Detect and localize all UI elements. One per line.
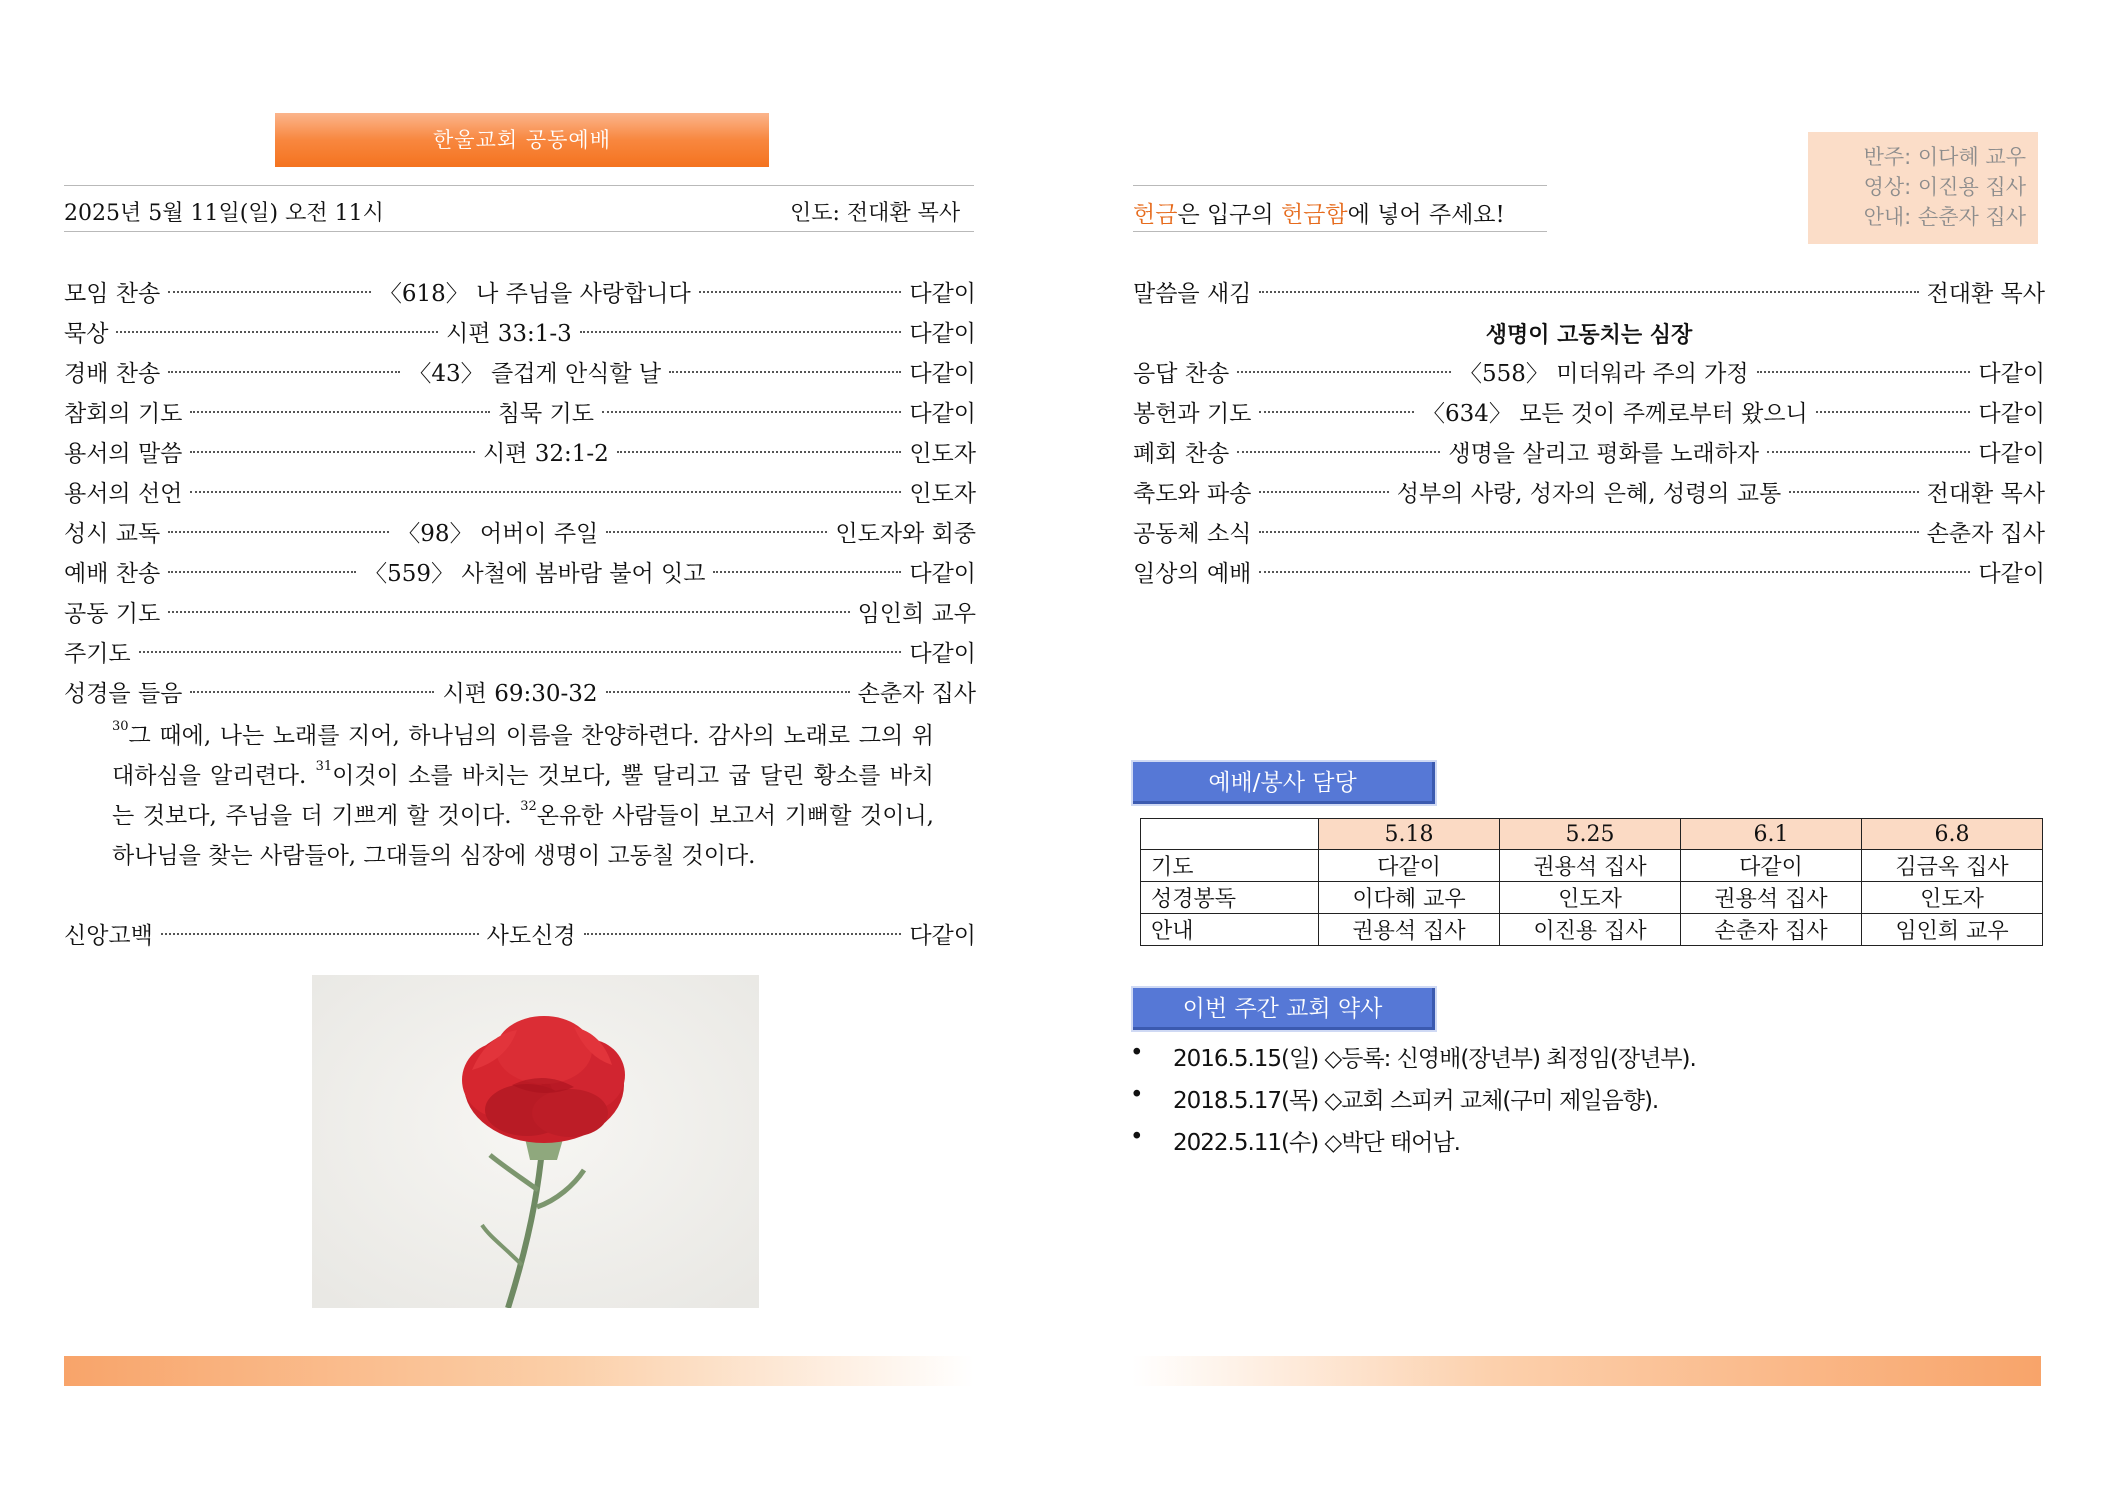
order-performer: 다같이	[1978, 441, 2045, 467]
order-label: 신앙고백	[64, 923, 153, 949]
duty-cell: 권용석 집사	[1319, 914, 1500, 946]
leader-dots	[161, 933, 479, 935]
staff-accompanist: 반주: 이다혜 교우	[1863, 145, 2026, 169]
footer-bar-left	[64, 1356, 974, 1386]
duty-cell: 다같이	[1681, 850, 1862, 882]
order-item	[64, 556, 976, 592]
duty-cell: 이진용 집사	[1500, 914, 1681, 946]
date-header: 6.1	[1681, 819, 1862, 850]
offering-word: 헌금	[1133, 202, 1178, 228]
leader-dots	[168, 371, 400, 373]
order-label: 경배 찬송	[64, 361, 161, 387]
leader-dots	[1259, 531, 1918, 533]
leader-dots	[580, 331, 902, 333]
order-item	[64, 436, 976, 472]
role-label: 안내	[1141, 914, 1319, 946]
order-content: 〈559〉 사철에 봄바람 불어 잇고	[364, 561, 706, 587]
order-performer: 전대환 목사	[1926, 281, 2045, 307]
leader-dots	[699, 291, 902, 293]
leader-dots	[713, 571, 901, 573]
order-label: 용서의 말씀	[64, 441, 183, 467]
leader-dots	[139, 651, 902, 653]
order-label: 봉헌과 기도	[1133, 401, 1252, 427]
order-item	[1133, 476, 2045, 512]
duty-cell: 임인희 교우	[1862, 914, 2043, 946]
order-item	[1133, 356, 2045, 392]
leader-dots	[617, 451, 902, 453]
duty-cell: 인도자	[1862, 882, 2043, 914]
verse-number: 32	[520, 799, 537, 814]
sermon-title: 생명이 고동치는 심장	[1485, 323, 1693, 348]
order-performer: 다같이	[909, 401, 976, 427]
order-performer: 다같이	[909, 561, 977, 587]
order-content: 사도신경	[486, 923, 576, 949]
order-label: 성경을 들음	[64, 681, 183, 707]
order-item	[64, 596, 976, 632]
staff-box	[1808, 132, 2038, 244]
staff-usher: 안내: 손춘자 집사	[1863, 205, 2026, 229]
order-performer: 손춘자 집사	[1926, 521, 2045, 547]
bullet-dot-icon: •	[1130, 1082, 1143, 1108]
calendar-entry: 2018.5.17(목) ◇교회 스피커 교체(구미 제일음향).	[1173, 1088, 1659, 1114]
order-performer: 다같이	[909, 281, 977, 307]
leader-dots	[602, 411, 901, 413]
service-banner: 한울교회 공동예배	[275, 113, 769, 167]
duty-cell: 권용석 집사	[1500, 850, 1681, 882]
leader-dots	[1259, 291, 1918, 293]
table-row	[1141, 882, 2043, 914]
order-performer: 인도자와 회중	[835, 521, 977, 547]
order-content: 〈98〉 어버이 주일	[397, 521, 599, 547]
leader-dots	[168, 531, 389, 533]
leader-dots	[190, 411, 489, 413]
order-performer: 다같이	[1978, 401, 2046, 427]
order-item	[64, 356, 976, 392]
order-performer: 다같이	[1978, 561, 2045, 587]
service-leader: 인도: 전대환 목사	[790, 201, 961, 226]
duty-cell: 다같이	[1319, 850, 1500, 882]
duty-cell: 권용석 집사	[1681, 882, 1862, 914]
order-item	[1133, 396, 2045, 432]
carnation-icon	[312, 975, 759, 1308]
calendar-heading: 이번 주간 교회 약사	[1133, 988, 1435, 1030]
date-header: 6.8	[1862, 819, 2043, 850]
leader-dots	[1259, 411, 1414, 413]
order-label: 공동체 소식	[1133, 521, 1252, 547]
table-row	[1141, 850, 2043, 882]
date-header: 5.25	[1500, 819, 1681, 850]
leader-dots	[190, 691, 434, 693]
leader-dots	[1767, 451, 1970, 453]
order-performer: 인도자	[909, 441, 976, 467]
order-label: 폐회 찬송	[1133, 441, 1230, 467]
order-item-creed	[64, 918, 976, 954]
role-label: 성경봉독	[1141, 882, 1319, 914]
order-label: 예배 찬송	[64, 561, 161, 587]
order-label: 축도와 파송	[1133, 481, 1252, 507]
order-performer: 다같이	[1978, 361, 2046, 387]
role-label: 기도	[1141, 850, 1319, 882]
duty-cell: 이다혜 교우	[1319, 882, 1500, 914]
leader-dots	[168, 611, 849, 613]
order-performer: 다같이	[909, 923, 976, 949]
leader-dots	[190, 491, 901, 493]
date-header: 5.18	[1319, 819, 1500, 850]
order-label: 일상의 예배	[1133, 561, 1252, 587]
offering-rule-top	[1133, 185, 1547, 186]
order-item	[64, 676, 976, 712]
calendar-entry: 2022.5.11(수) ◇박단 태어남.	[1173, 1130, 1460, 1156]
order-performer: 임인희 교우	[857, 601, 976, 627]
order-performer: 인도자	[909, 481, 976, 507]
order-performer: 다같이	[909, 321, 976, 347]
verse-number: 30	[112, 719, 129, 734]
leader-dots	[1757, 371, 1971, 373]
duty-table	[1140, 818, 2043, 946]
calendar-entry: 2016.5.15(일) ◇등록: 신영배(장년부) 최정임(장년부).	[1173, 1046, 1696, 1072]
order-label: 응답 찬송	[1133, 361, 1230, 387]
duty-cell: 손춘자 집사	[1681, 914, 1862, 946]
verse-text: 이것이 소를 바치는 것보다, 뿔 달리고 굽 달린 황소를 바치는 것보다, 주님을 더 기쁘게 할 것이다.	[112, 763, 935, 829]
order-performer: 손춘자 집사	[857, 681, 977, 707]
order-item	[64, 516, 976, 552]
duty-cell: 김금옥 집사	[1862, 850, 2043, 882]
leader-dots	[606, 691, 850, 693]
order-content: 시편 69:30-32	[442, 681, 598, 707]
verse-text: 그 때에, 나는 노래를 지어, 하나님의 이름을 찬양하련다. 감사의 노래로 그의 위대하심을 알리련다.	[112, 723, 934, 789]
order-label: 성시 교독	[64, 521, 161, 547]
order-item	[64, 316, 976, 352]
scripture-passage	[112, 716, 934, 876]
offering-text-a: 은 입구의	[1177, 202, 1281, 228]
leader-dots	[168, 291, 371, 293]
order-label: 공동 기도	[64, 601, 161, 627]
leader-dots	[606, 531, 827, 533]
order-content: 〈43〉 즐겁게 안식할 날	[408, 361, 662, 387]
order-label: 모임 찬송	[64, 281, 161, 307]
order-label: 말씀을 새김	[1133, 281, 1252, 307]
order-content: 시편 33:1-3	[445, 321, 572, 347]
leader-dots	[1259, 571, 1970, 573]
order-item	[64, 476, 976, 512]
service-date: 2025년 5월 11일(일) 오전 11시	[64, 201, 384, 226]
offering-text-b: 에 넣어 주세요!	[1347, 202, 1505, 228]
order-label: 묵상	[64, 321, 109, 347]
offering-notice	[1133, 196, 1505, 229]
bullet-dot-icon: •	[1130, 1040, 1143, 1066]
order-item	[64, 276, 976, 312]
order-item	[1133, 436, 2045, 472]
verse-text: 온유한 사람들이 보고서 기뻐할 것이니, 하나님을 찾는 사람들아, 그대들의 심장에 생명이 고동칠 것이다.	[112, 803, 934, 869]
order-label: 주기도	[64, 641, 131, 667]
order-content: 시편 32:1-2	[482, 441, 609, 467]
offering-rule-bottom	[1133, 231, 1547, 232]
leader-dots	[1789, 491, 1918, 493]
leader-dots	[1816, 411, 1971, 413]
leader-dots	[190, 451, 475, 453]
order-item	[1133, 516, 2045, 552]
leader-dots	[1259, 491, 1388, 493]
offering-box-word: 헌금함	[1280, 202, 1348, 228]
order-content: 〈618〉 나 주님을 사랑합니다	[378, 281, 691, 307]
order-item	[64, 396, 976, 432]
footer-bar-right	[1132, 1356, 2041, 1386]
leader-dots	[168, 571, 356, 573]
staff-video: 영상: 이진용 집사	[1863, 175, 2026, 199]
order-content: 〈558〉 미더워라 주의 가정	[1458, 361, 1749, 387]
header-rule-top	[64, 185, 974, 186]
leader-dots	[669, 371, 901, 373]
order-label: 용서의 선언	[64, 481, 183, 507]
order-item	[1133, 556, 2045, 592]
red-carnation-image	[312, 975, 759, 1308]
verse-number: 31	[315, 759, 333, 774]
table-corner-cell	[1141, 819, 1319, 850]
order-performer: 전대환 목사	[1926, 481, 2046, 507]
bullet-dot-icon: •	[1130, 1124, 1143, 1150]
order-content: 〈634〉 모든 것이 주께로부터 왔으니	[1422, 401, 1808, 427]
table-row	[1141, 914, 2043, 946]
order-performer: 다같이	[909, 641, 976, 667]
order-item	[64, 636, 976, 672]
order-label: 참회의 기도	[64, 401, 183, 427]
leader-dots	[1237, 451, 1440, 453]
order-item-sermon	[1133, 276, 2045, 312]
order-content: 침묵 기도	[497, 401, 594, 427]
order-content: 성부의 사랑, 성자의 은혜, 성령의 교통	[1396, 481, 1782, 507]
duty-heading: 예배/봉사 담당	[1133, 762, 1435, 804]
leader-dots	[1237, 371, 1451, 373]
duty-cell: 인도자	[1500, 882, 1681, 914]
order-performer: 다같이	[909, 361, 977, 387]
table-row	[1141, 819, 2043, 850]
order-content: 생명을 살리고 평화를 노래하자	[1448, 441, 1760, 467]
leader-dots	[116, 331, 438, 333]
leader-dots	[584, 933, 902, 935]
header-rule-bottom	[64, 231, 974, 232]
